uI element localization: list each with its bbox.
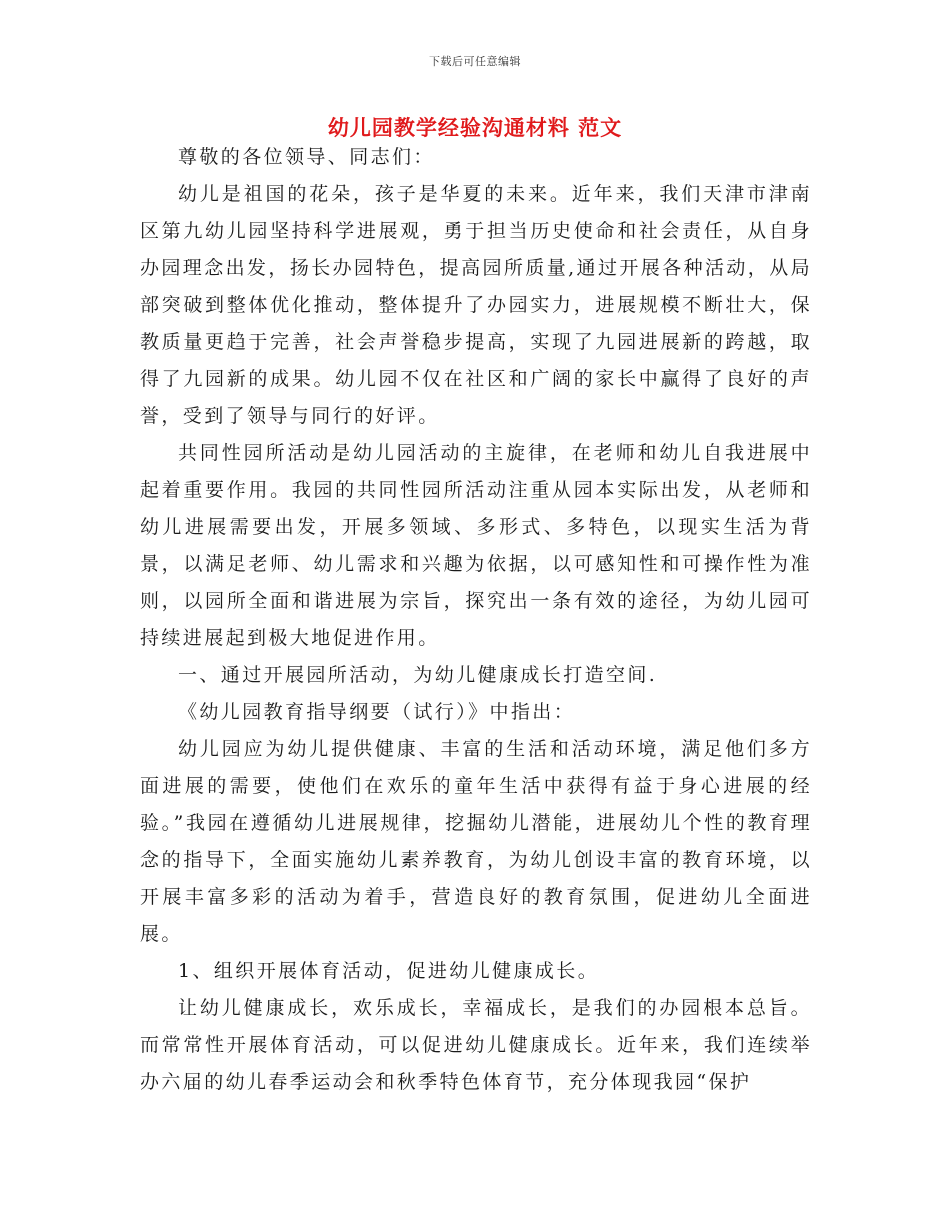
paragraph-quote: 幼儿园应为幼儿提供健康、丰富的生活和活动环境，满足他们多方面进展的需要，使他们在欢乐的童年生活中获得有益于身心进展的经验。”我园在遵循幼儿进展规律，挖掘幼儿潜能，进展幼儿个性的教育理念的指导下，全面实施幼儿素养教育，为幼儿创设丰富的教育环境，以开展丰富多彩的活动为着手，营造良好的教育氛围，促进幼儿全面进展。	[140, 738, 812, 945]
header-note: 下载后可任意编辑	[429, 55, 521, 68]
subsection-heading-1: 1、组织开展体育活动，促进幼儿健康成长。	[178, 960, 600, 982]
document-title: 幼儿园教学经验沟通材料 范文	[327, 115, 623, 140]
paragraph-activities: 共同性园所活动是幼儿园活动的主旋律，在老师和幼儿自我进展中起着重要作用。我园的共同性园所活动注重从园本实际出发，从老师和幼儿进展需要出发，开展多领域、多形式、多特色，以现实生活为背景，以满足老师、幼儿需求和兴趣为依据，以可感知性和可操作性为准则，以园所全面和谐进展为宗旨，探究出一条有效的途径，为幼儿园可持续进展起到极大地促进作用。	[140, 442, 812, 649]
section-heading-1: 一、通过开展园所活动，为幼儿健康成长打造空间.	[178, 664, 658, 686]
paragraph-sports: 让幼儿健康成长，欢乐成长，幸福成长，是我们的办园根本总旨。而常常性开展体育活动，可以促进幼儿健康成长。近年来，我们连续举办六届的幼儿春季运动会和秋季特色体育节，充分体现我园“保护	[140, 997, 812, 1093]
paragraph-intro: 幼儿是祖国的花朵，孩子是华夏的未来。近年来，我们天津市津南区第九幼儿园坚持科学进展观，勇于担当历史使命和社会责任，从自身办园理念出发，扬长办园特色，提高园所质量,通过开展各种活动，从局部突破到整体优化推动，整体提升了办园实力，进展规模不断壮大，保教质量更趋于完善，社会声誉稳步提高，实现了九园进展新的跨越，取得了九园新的成果。幼儿园不仅在社区和广阔的家长中赢得了良好的声誉，受到了领导与同行的好评。	[140, 183, 812, 427]
paragraph-quote-intro: 《幼儿园教育指导纲要（试行）》中指出：	[178, 701, 576, 723]
paragraph-salutation: 尊敬的各位领导、同志们：	[178, 146, 435, 168]
document-body	[140, 139, 812, 1101]
